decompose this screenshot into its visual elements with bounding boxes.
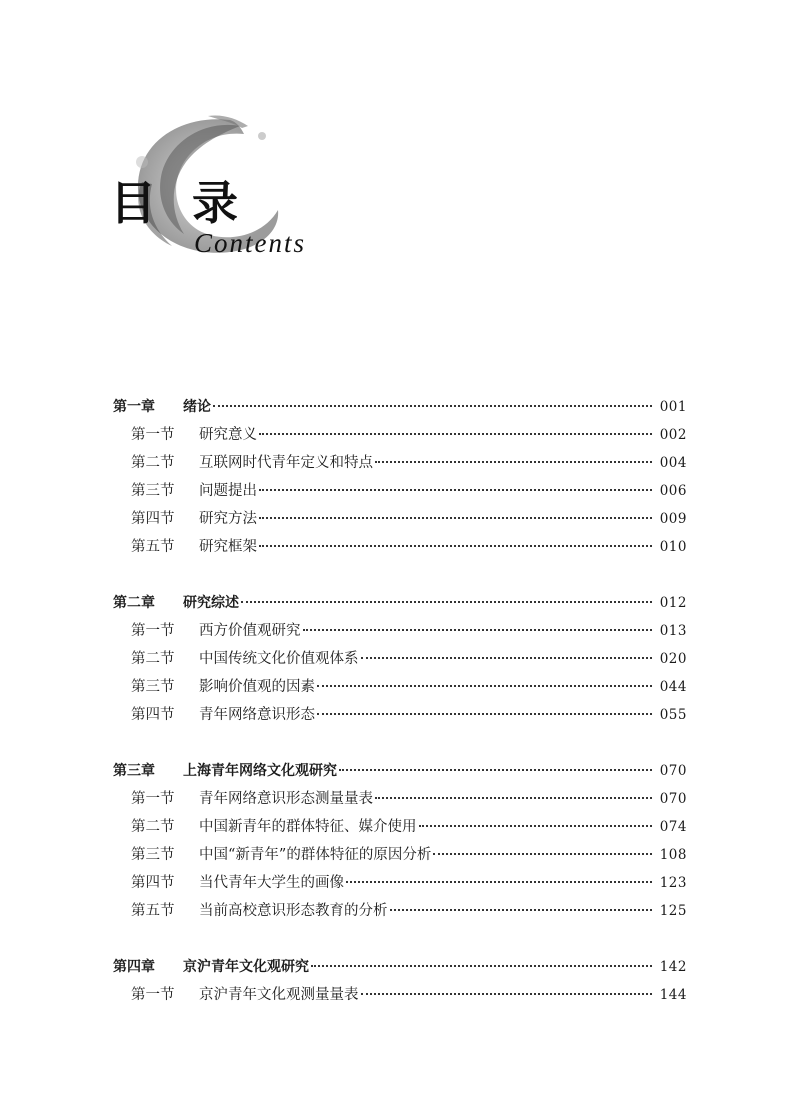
dot-leader xyxy=(361,657,652,659)
toc-section-1-2[interactable] xyxy=(113,449,687,477)
section-title: 影响价值观的因素 xyxy=(199,679,315,695)
page-number: 009 xyxy=(659,511,687,527)
section-number: 第五节 xyxy=(131,903,175,919)
section-number: 第一节 xyxy=(131,623,175,639)
chapter-number: 第四章 xyxy=(113,959,155,975)
page-number: 123 xyxy=(659,875,687,891)
toc-chapter-2[interactable] xyxy=(113,589,687,617)
section-title: 西方价值观研究 xyxy=(199,623,301,639)
section-number: 第五节 xyxy=(131,539,175,555)
title-char-lu: 录 xyxy=(192,176,238,230)
section-title: 当代青年大学生的画像 xyxy=(199,875,344,891)
page-number: 002 xyxy=(659,427,687,443)
section-number: 第四节 xyxy=(131,875,175,891)
chapter-number: 第一章 xyxy=(113,399,155,415)
page-number: 108 xyxy=(659,847,687,863)
page-number: 055 xyxy=(659,707,687,723)
page-number: 070 xyxy=(659,791,687,807)
chapter-spacer xyxy=(113,561,687,589)
dot-leader xyxy=(311,965,652,967)
dot-leader xyxy=(213,405,652,407)
section-title: 研究框架 xyxy=(199,539,257,555)
section-title: 研究意义 xyxy=(199,427,257,443)
toc-chapter-3[interactable] xyxy=(113,757,687,785)
dot-leader xyxy=(419,825,652,827)
page-number: 044 xyxy=(659,679,687,695)
chapter-spacer xyxy=(113,925,687,953)
page-number: 020 xyxy=(659,651,687,667)
section-number: 第四节 xyxy=(131,707,175,723)
dot-leader xyxy=(375,461,652,463)
dot-leader xyxy=(433,853,651,855)
page-number: 074 xyxy=(659,819,687,835)
dot-leader xyxy=(259,433,652,435)
dot-leader xyxy=(259,545,652,547)
dot-leader xyxy=(375,797,652,799)
section-title: 问题提出 xyxy=(199,483,257,499)
toc-section-3-1[interactable] xyxy=(113,785,687,813)
page-number: 142 xyxy=(659,959,687,975)
dot-leader xyxy=(346,881,652,883)
page-number: 144 xyxy=(659,987,687,1003)
page-number: 004 xyxy=(659,455,687,471)
page-number: 013 xyxy=(659,623,687,639)
toc-section-2-4[interactable] xyxy=(113,701,687,729)
section-number: 第三节 xyxy=(131,679,175,695)
page-number: 010 xyxy=(659,539,687,555)
title-contents: Contents xyxy=(194,228,307,258)
section-number: 第一节 xyxy=(131,791,175,807)
section-number: 第一节 xyxy=(131,987,175,1003)
toc-section-3-2[interactable] xyxy=(113,813,687,841)
chapter-title: 上海青年网络文化观研究 xyxy=(183,763,337,779)
title-char-mu: 目 xyxy=(110,176,156,230)
chapter-title: 京沪青年文化观研究 xyxy=(183,959,309,975)
toc-section-1-5[interactable] xyxy=(113,533,687,561)
table-of-contents xyxy=(113,393,687,1009)
dot-leader xyxy=(259,489,652,491)
section-number: 第一节 xyxy=(131,427,175,443)
section-title: 中国新青年的群体特征、媒介使用 xyxy=(199,819,417,835)
section-title: 青年网络意识形态 xyxy=(199,707,315,723)
toc-section-1-4[interactable] xyxy=(113,505,687,533)
dot-leader xyxy=(339,769,652,771)
section-title: 青年网络意识形态测量量表 xyxy=(199,791,373,807)
toc-section-2-3[interactable] xyxy=(113,673,687,701)
chapter-number: 第三章 xyxy=(113,763,155,779)
dot-leader xyxy=(390,909,652,911)
chapter-number: 第二章 xyxy=(113,595,155,611)
dot-leader xyxy=(317,713,652,715)
toc-section-3-4[interactable] xyxy=(113,869,687,897)
section-title: 互联网时代青年定义和特点 xyxy=(199,455,373,471)
section-number: 第三节 xyxy=(131,847,175,863)
toc-header xyxy=(112,112,332,262)
section-title: 研究方法 xyxy=(199,511,257,527)
dot-leader xyxy=(241,601,652,603)
toc-section-1-1[interactable] xyxy=(113,421,687,449)
dot-leader xyxy=(361,993,652,995)
dot-leader xyxy=(303,629,652,631)
dot-leader xyxy=(317,685,652,687)
page-number: 012 xyxy=(659,595,687,611)
chapter-title: 绪论 xyxy=(183,399,211,415)
toc-section-3-3[interactable] xyxy=(113,841,687,869)
section-number: 第二节 xyxy=(131,819,175,835)
toc-section-4-1[interactable] xyxy=(113,981,687,1009)
section-number: 第二节 xyxy=(131,455,175,471)
toc-section-1-3[interactable] xyxy=(113,477,687,505)
toc-chapter-4[interactable] xyxy=(113,953,687,981)
chapter-spacer xyxy=(113,729,687,757)
section-title: 中国传统文化价值观体系 xyxy=(199,651,359,667)
toc-section-2-2[interactable] xyxy=(113,645,687,673)
dot-leader xyxy=(259,517,652,519)
page-number: 006 xyxy=(659,483,687,499)
page-number: 125 xyxy=(659,903,687,919)
section-title: 中国“新青年”的群体特征的原因分析 xyxy=(199,847,432,863)
section-number: 第三节 xyxy=(131,483,175,499)
section-title: 京沪青年文化观测量量表 xyxy=(199,987,359,1003)
toc-chapter-1[interactable] xyxy=(113,393,687,421)
chapter-title: 研究综述 xyxy=(183,595,239,611)
toc-section-3-5[interactable] xyxy=(113,897,687,925)
section-number: 第四节 xyxy=(131,511,175,527)
section-title: 当前高校意识形态教育的分析 xyxy=(199,903,388,919)
toc-section-2-1[interactable] xyxy=(113,617,687,645)
section-number: 第二节 xyxy=(131,651,175,667)
page-number: 070 xyxy=(659,763,687,779)
page-number: 001 xyxy=(659,399,687,415)
